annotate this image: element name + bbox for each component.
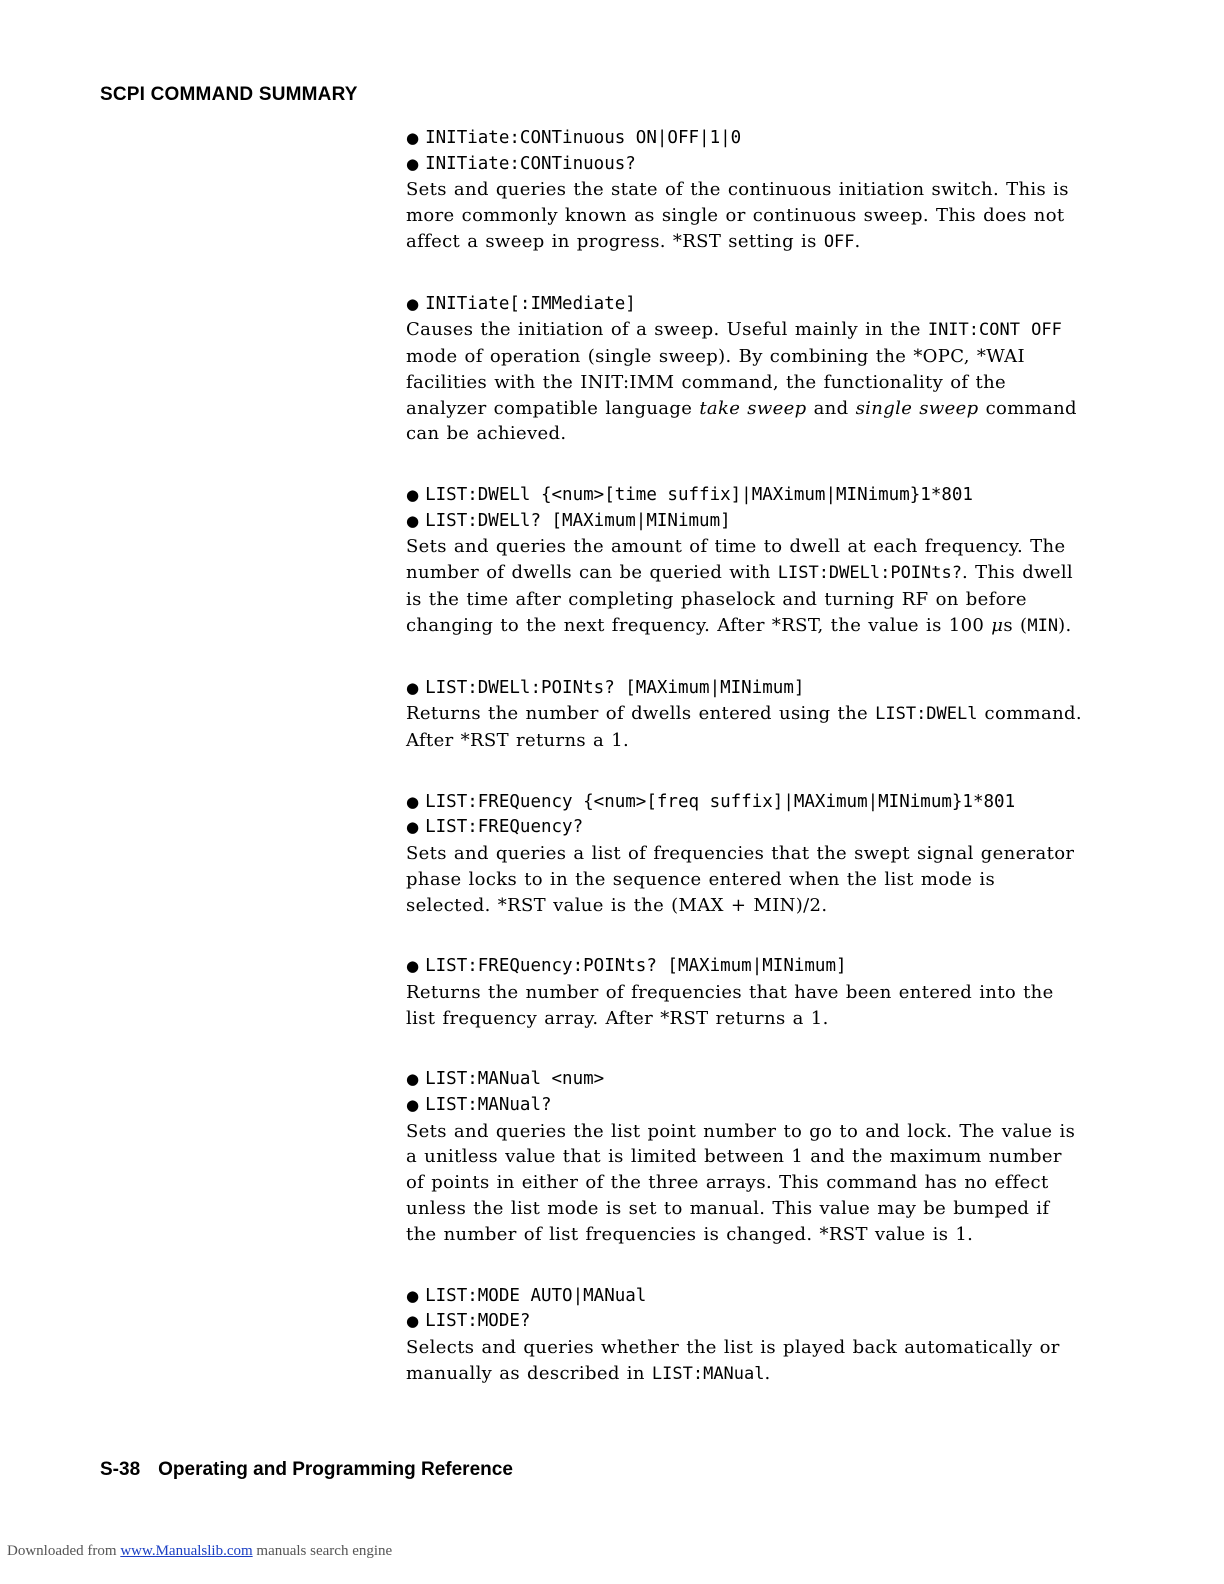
- command-syntax: ● LIST:FREQuency:POINts? [MAXimum|MINimum]: [406, 956, 847, 977]
- command-syntax: ● LIST:MANual?: [406, 1095, 552, 1116]
- bullet-icon: ●: [406, 511, 420, 530]
- command-entry-list-mode: [406, 1284, 1086, 1388]
- command-syntax: ● LIST:MANual <num>: [406, 1069, 605, 1090]
- command-description: Sets and queries the amount of time to dwell at each frequency. The number of dwells can be queried with LIST:DWELl:POINts?. This dwell is the time after completing phaselock and turning RF on before changing to the next frequency. After *RST, the value is 100 μs (MIN).: [406, 536, 1074, 636]
- bullet-icon: ●: [406, 1070, 420, 1089]
- command-description: Returns the number of frequencies that have been entered into the list frequency array. After *RST returns a 1.: [406, 981, 1054, 1029]
- command-entry-list-manual: [406, 1067, 1086, 1247]
- command-syntax: ● LIST:DWELl? [MAXimum|MINimum]: [406, 510, 731, 531]
- download-notice: Downloaded from www.Manualslib.com manuals search engine: [7, 1543, 393, 1559]
- footer-title: Operating and Programming Reference: [158, 1459, 513, 1480]
- bullet-icon: ●: [406, 129, 420, 147]
- command-syntax: ● LIST:DWELl {<num>[time suffix]|MAXimum|MINimum}1*801: [406, 485, 973, 506]
- manualslib-link[interactable]: www.Manualslib.com: [120, 1543, 253, 1559]
- command-entry-list-frequency-points: [406, 954, 1086, 1031]
- command-syntax: ● LIST:MODE AUTO|MANual: [406, 1285, 647, 1306]
- command-entry-list-dwell-points: [406, 676, 1086, 754]
- command-entry-init-continuous: [406, 126, 1086, 256]
- command-syntax: ● LIST:FREQuency {<num>[freq suffix]|MAXimum|MINimum}1*801: [406, 791, 1016, 812]
- bullet-icon: ●: [406, 818, 420, 837]
- command-syntax: ● INITiate:CONTinuous?: [406, 153, 636, 174]
- command-entry-list-frequency: [406, 790, 1086, 919]
- bullet-icon: ●: [406, 294, 420, 313]
- command-syntax: ● INITiate[:IMMediate]: [406, 293, 636, 314]
- command-list: [406, 126, 1086, 1423]
- bullet-icon: ●: [406, 792, 420, 811]
- bullet-icon: ●: [406, 957, 420, 976]
- command-syntax: ● INITiate:CONTinuous ON|OFF|1|0: [406, 128, 742, 148]
- command-description: Sets and queries the state of the continuous initiation switch. This is more commonly known as single or continuous sweep. This does not affect a sweep in progress. *RST setting is OFF.: [406, 179, 1069, 252]
- page-footer: [100, 1459, 513, 1481]
- command-description: Selects and queries whether the list is played back automatically or manually as described in LIST:MANual.: [406, 1336, 1060, 1384]
- bullet-icon: ●: [406, 486, 420, 505]
- command-entry-init-immediate: [406, 292, 1086, 448]
- command-description: Sets and queries the list point number to go to and lock. The value is a unitless value that is limited between 1 and the maximum number of points in either of the three arrays. This command has no effect unless the list mode is set to manual. This value may be bumped if the number of list frequencies is changed. *RST value is 1.: [406, 1120, 1076, 1245]
- command-syntax: ● LIST:FREQuency?: [406, 817, 584, 838]
- page-header: SCPI COMMAND SUMMARY: [100, 84, 358, 105]
- command-description: Causes the initiation of a sweep. Useful mainly in the INIT:CONT OFF mode of operation (single sweep). By combining the *OPC, *WAI facilities with the INIT:IMM command, the functionality of the analyzer compatible language take sweep and single sweep command can be achieved.: [406, 319, 1077, 445]
- bullet-icon: ●: [406, 1312, 420, 1331]
- page-number: S-38: [100, 1459, 141, 1480]
- bullet-icon: ●: [406, 678, 420, 697]
- command-description: Sets and queries a list of frequencies that the swept signal generator phase locks to in the sequence entered when the list mode is selected. *RST value is the (MAX + MIN)/2.: [406, 842, 1075, 916]
- command-description: Returns the number of dwells entered using the LIST:DWELl command. After *RST returns a 1.: [406, 703, 1082, 751]
- command-syntax: ● LIST:MODE?: [406, 1311, 531, 1332]
- bullet-icon: ●: [406, 1286, 420, 1305]
- bullet-icon: ●: [406, 1096, 420, 1115]
- command-syntax: ● LIST:DWELl:POINts? [MAXimum|MINimum]: [406, 677, 805, 698]
- command-entry-list-dwell: [406, 483, 1086, 639]
- bullet-icon: ●: [406, 154, 420, 173]
